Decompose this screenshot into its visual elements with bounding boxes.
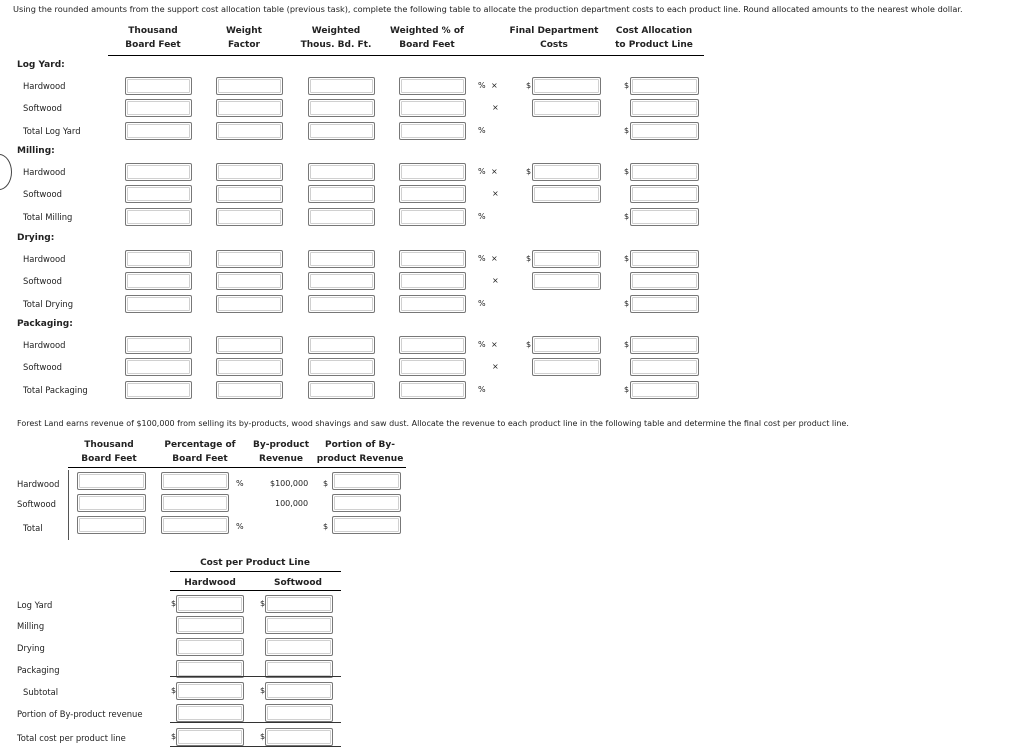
log-yard-total-weighted-pct-input[interactable] (399, 122, 466, 140)
t3-byproduct-softwood-input[interactable] (265, 704, 333, 722)
packaging-softwood-cost-allocation-input[interactable] (630, 358, 699, 376)
log-yard-hardwood-weighted-pct-input[interactable] (399, 77, 466, 95)
t3-row-packaging-label: Packaging (17, 665, 60, 675)
packaging-hardwood-cost-allocation-input[interactable] (630, 336, 699, 354)
header-final-department-costs: Final Department Costs (509, 26, 599, 50)
t2-header-thousand-board-feet: Thousand Board Feet (81, 440, 137, 464)
header-rule (108, 55, 704, 56)
log-yard-softwood-final-cost-input[interactable] (532, 99, 601, 117)
t3-log-yard-softwood-dollar-sign: $ (260, 599, 266, 608)
t2-softwood-percentage-input[interactable] (161, 494, 229, 512)
t3-log-yard-hardwood-input[interactable] (176, 595, 244, 613)
t3-title-rule (170, 571, 341, 572)
packaging-total-weight-factor-input[interactable] (216, 381, 283, 399)
log-yard-hardwood-alloc-dollar-sign: $ (624, 81, 630, 90)
t3-row-byproduct-label: Portion of By-product revenue (17, 709, 143, 719)
t2-header-byproduct-revenue: By-product Revenue (252, 440, 309, 464)
t3-drying-softwood-input[interactable] (265, 638, 333, 656)
milling-hardwood-label: Hardwood (23, 167, 66, 177)
drying-section-title: Drying: (17, 233, 55, 243)
t3-total-hardwood-dollar-sign: $ (171, 732, 177, 741)
t2-hardwood-portion-revenue-input[interactable] (332, 472, 401, 490)
drying-softwood-weighted-thous-bd-ft-input[interactable] (308, 272, 375, 290)
log-yard-softwood-thousand-board-feet-input[interactable] (125, 99, 192, 117)
t3-header-softwood: Softwood (273, 578, 322, 588)
t3-byproduct-hardwood-input[interactable] (176, 704, 244, 722)
milling-section-title: Milling: (17, 146, 55, 156)
drying-softwood-cost-allocation-input[interactable] (630, 272, 699, 290)
t2-row-hardwood-label: Hardwood (17, 479, 60, 489)
drying-hardwood-times-sign: × (491, 254, 498, 263)
t3-pre-total-rule (170, 722, 341, 723)
drying-total-percent-sign: % (478, 299, 486, 308)
milling-total-weighted-pct-input[interactable] (399, 208, 466, 226)
drying-hardwood-weighted-thous-bd-ft-input[interactable] (308, 250, 375, 268)
log-yard-hardwood-cost-allocation-input[interactable] (630, 77, 699, 95)
packaging-hardwood-label: Hardwood (23, 340, 66, 350)
t2-hardwood-revenue-value: $100,000 (270, 479, 309, 488)
drying-total-cost-allocation-input[interactable] (630, 295, 699, 313)
t2-softwood-portion-revenue-input[interactable] (332, 494, 401, 512)
drying-hardwood-cost-allocation-input[interactable] (630, 250, 699, 268)
milling-total-weighted-thous-bd-ft-input[interactable] (308, 208, 375, 226)
milling-hardwood-times-sign: × (491, 167, 498, 176)
drying-total-weighted-thous-bd-ft-input[interactable] (308, 295, 375, 313)
log-yard-softwood-label: Softwood (23, 103, 62, 113)
t3-row-log-yard-label: Log Yard (17, 600, 53, 610)
t2-row-total-label: Total (23, 523, 43, 533)
header-cost-allocation: Cost Allocation to Product Line (615, 26, 693, 50)
drying-total-alloc-dollar-sign: $ (624, 299, 630, 308)
packaging-hardwood-weighted-pct-input[interactable] (399, 336, 466, 354)
t2-total-dollar-sign: $ (323, 522, 329, 531)
t2-hardwood-dollar-sign: $ (323, 479, 329, 488)
t3-row-subtotal-label: Subtotal (23, 687, 59, 697)
drying-hardwood-label: Hardwood (23, 254, 66, 264)
log-yard-softwood-cost-allocation-input[interactable] (630, 99, 699, 117)
drying-softwood-weighted-pct-input[interactable] (399, 272, 466, 290)
milling-softwood-cost-allocation-input[interactable] (630, 185, 699, 203)
log-yard-hardwood-weighted-thous-bd-ft-input[interactable] (308, 77, 375, 95)
drying-total-label: Total Drying (23, 299, 74, 309)
t3-total-hardwood-input[interactable] (176, 728, 244, 746)
log-yard-total-weighted-thous-bd-ft-input[interactable] (308, 122, 375, 140)
t3-log-yard-softwood-input[interactable] (265, 595, 333, 613)
packaging-softwood-label: Softwood (23, 362, 62, 372)
packaging-softwood-thousand-board-feet-input[interactable] (125, 358, 192, 376)
milling-hardwood-dollar-sign: $ (526, 167, 532, 176)
milling-softwood-label: Softwood (23, 189, 62, 199)
drying-hardwood-dollar-sign: $ (526, 254, 532, 263)
packaging-hardwood-weighted-thous-bd-ft-input[interactable] (308, 336, 375, 354)
packaging-total-cost-allocation-input[interactable] (630, 381, 699, 399)
t3-row-total-label: Total cost per product line (17, 733, 126, 743)
packaging-total-weighted-thous-bd-ft-input[interactable] (308, 381, 375, 399)
log-yard-hardwood-weight-factor-input[interactable] (216, 77, 283, 95)
packaging-hardwood-weight-factor-input[interactable] (216, 336, 283, 354)
log-yard-softwood-weight-factor-input[interactable] (216, 99, 283, 117)
packaging-hardwood-times-sign: × (491, 340, 498, 349)
t3-log-yard-hardwood-dollar-sign: $ (171, 599, 177, 608)
milling-hardwood-final-cost-input[interactable] (532, 163, 601, 181)
packaging-hardwood-final-cost-input[interactable] (532, 336, 601, 354)
t3-header-rule (170, 590, 341, 591)
drying-total-thousand-board-feet-input[interactable] (125, 295, 192, 313)
t2-header-rule (68, 467, 406, 468)
header-weighted-pct-board-feet: Weighted % of Board Feet (390, 26, 464, 50)
milling-hardwood-cost-allocation-input[interactable] (630, 163, 699, 181)
t3-pre-subtotal-rule (170, 676, 341, 677)
header-weighted-thous-bd-ft: Weighted Thous. Bd. Ft. (300, 26, 372, 50)
milling-softwood-times-sign: × (492, 189, 499, 198)
log-yard-total-percent-sign: % (478, 126, 486, 135)
t3-milling-softwood-input[interactable] (265, 616, 333, 634)
milling-hardwood-thousand-board-feet-input[interactable] (125, 163, 192, 181)
milling-softwood-weighted-thous-bd-ft-input[interactable] (308, 185, 375, 203)
t3-title: Cost per Product Line (200, 558, 310, 568)
drying-softwood-thousand-board-feet-input[interactable] (125, 272, 192, 290)
t2-total-thousand-board-feet-input[interactable] (77, 516, 146, 534)
milling-softwood-weight-factor-input[interactable] (216, 185, 283, 203)
t2-softwood-thousand-board-feet-input[interactable] (77, 494, 146, 512)
drying-total-weight-factor-input[interactable] (216, 295, 283, 313)
drying-softwood-label: Softwood (23, 276, 62, 286)
t3-row-milling-label: Milling (17, 621, 45, 631)
t3-subtotal-hardwood-input[interactable] (176, 682, 244, 700)
packaging-softwood-weight-factor-input[interactable] (216, 358, 283, 376)
milling-total-weight-factor-input[interactable] (216, 208, 283, 226)
t3-milling-hardwood-input[interactable] (176, 616, 244, 634)
log-yard-softwood-weighted-pct-input[interactable] (399, 99, 466, 117)
milling-softwood-thousand-board-feet-input[interactable] (125, 185, 192, 203)
cursor-circle-marker (0, 154, 12, 190)
t2-total-portion-revenue-input[interactable] (332, 516, 401, 534)
drying-softwood-final-cost-input[interactable] (532, 272, 601, 290)
log-yard-hardwood-thousand-board-feet-input[interactable] (125, 77, 192, 95)
packaging-softwood-weighted-thous-bd-ft-input[interactable] (308, 358, 375, 376)
packaging-hardwood-dollar-sign: $ (526, 340, 532, 349)
t3-subtotal-hardwood-dollar-sign: $ (171, 686, 177, 695)
drying-softwood-weight-factor-input[interactable] (216, 272, 283, 290)
drying-total-weighted-pct-input[interactable] (399, 295, 466, 313)
log-yard-total-alloc-dollar-sign: $ (624, 126, 630, 135)
milling-hardwood-weighted-thous-bd-ft-input[interactable] (308, 163, 375, 181)
t2-hardwood-percentage-input[interactable] (161, 472, 229, 490)
log-yard-total-label: Total Log Yard (23, 126, 81, 136)
t3-drying-hardwood-input[interactable] (176, 638, 244, 656)
log-yard-hardwood-times-sign: × (491, 81, 498, 90)
drying-hardwood-thousand-board-feet-input[interactable] (125, 250, 192, 268)
packaging-total-thousand-board-feet-input[interactable] (125, 381, 192, 399)
t3-subtotal-softwood-dollar-sign: $ (260, 686, 266, 695)
packaging-softwood-final-cost-input[interactable] (532, 358, 601, 376)
instructions-text: Using the rounded amounts from the support cost allocation table (previous task), complete the following table to allocate the production department costs to each product line. Round allocated amounts to the nearest whole dollar. (13, 4, 963, 14)
t3-header-hardwood: Hardwood (184, 578, 236, 588)
milling-softwood-weighted-pct-input[interactable] (399, 185, 466, 203)
packaging-section-title: Packaging: (17, 319, 73, 329)
drying-hardwood-percent-sign: % (478, 254, 486, 263)
milling-softwood-final-cost-input[interactable] (532, 185, 601, 203)
log-yard-softwood-times-sign: × (492, 103, 499, 112)
log-yard-total-weight-factor-input[interactable] (216, 122, 283, 140)
milling-total-cost-allocation-input[interactable] (630, 208, 699, 226)
t3-subtotal-softwood-input[interactable] (265, 682, 333, 700)
milling-hardwood-alloc-dollar-sign: $ (624, 167, 630, 176)
drying-hardwood-weight-factor-input[interactable] (216, 250, 283, 268)
log-yard-hardwood-label: Hardwood (23, 81, 66, 91)
log-yard-total-cost-allocation-input[interactable] (630, 122, 699, 140)
packaging-total-weighted-pct-input[interactable] (399, 381, 466, 399)
milling-total-label: Total Milling (23, 212, 73, 222)
t3-total-softwood-dollar-sign: $ (260, 732, 266, 741)
t2-softwood-revenue-value: 100,000 (275, 499, 309, 508)
log-yard-softwood-weighted-thous-bd-ft-input[interactable] (308, 99, 375, 117)
packaging-hardwood-percent-sign: % (478, 340, 486, 349)
milling-total-thousand-board-feet-input[interactable] (125, 208, 192, 226)
milling-hardwood-weight-factor-input[interactable] (216, 163, 283, 181)
log-yard-hardwood-percent-sign: % (478, 81, 486, 90)
packaging-hardwood-alloc-dollar-sign: $ (624, 340, 630, 349)
drying-hardwood-final-cost-input[interactable] (532, 250, 601, 268)
log-yard-section-title: Log Yard: (17, 60, 65, 70)
t2-hardwood-thousand-board-feet-input[interactable] (77, 472, 146, 490)
byproduct-instructions-text: Forest Land earns revenue of $100,000 from selling its by-products, wood shavings and saw dust. Allocate the revenue to each product line in the following table and determine the final cost per product line. (17, 419, 849, 428)
packaging-softwood-times-sign: × (492, 362, 499, 371)
drying-hardwood-weighted-pct-input[interactable] (399, 250, 466, 268)
log-yard-total-thousand-board-feet-input[interactable] (125, 122, 192, 140)
t3-row-drying-label: Drying (17, 643, 45, 653)
milling-hardwood-percent-sign: % (478, 167, 486, 176)
drying-hardwood-alloc-dollar-sign: $ (624, 254, 630, 263)
t2-total-percent-sign: % (236, 522, 244, 531)
t2-row-softwood-label: Softwood (17, 499, 56, 509)
packaging-softwood-weighted-pct-input[interactable] (399, 358, 466, 376)
t2-total-percentage-input[interactable] (161, 516, 229, 534)
header-thousand-board-feet: Thousand Board Feet (125, 26, 181, 50)
log-yard-hardwood-dollar-sign: $ (526, 81, 532, 90)
t2-header-portion-revenue: Portion of By- product Revenue (316, 440, 404, 464)
packaging-total-percent-sign: % (478, 385, 486, 394)
milling-total-percent-sign: % (478, 212, 486, 221)
packaging-hardwood-thousand-board-feet-input[interactable] (125, 336, 192, 354)
t2-left-rule (68, 470, 69, 540)
t3-total-softwood-input[interactable] (265, 728, 333, 746)
log-yard-hardwood-final-cost-input[interactable] (532, 77, 601, 95)
milling-hardwood-weighted-pct-input[interactable] (399, 163, 466, 181)
packaging-total-alloc-dollar-sign: $ (624, 385, 630, 394)
packaging-total-label: Total Packaging (23, 385, 88, 395)
t3-final-rule (170, 746, 341, 747)
drying-softwood-times-sign: × (492, 276, 499, 285)
t2-header-percentage-board-feet: Percentage of Board Feet (164, 440, 236, 464)
t2-hardwood-percent-sign: % (236, 479, 244, 488)
header-weight-factor: Weight Factor (226, 26, 262, 50)
milling-total-alloc-dollar-sign: $ (624, 212, 630, 221)
